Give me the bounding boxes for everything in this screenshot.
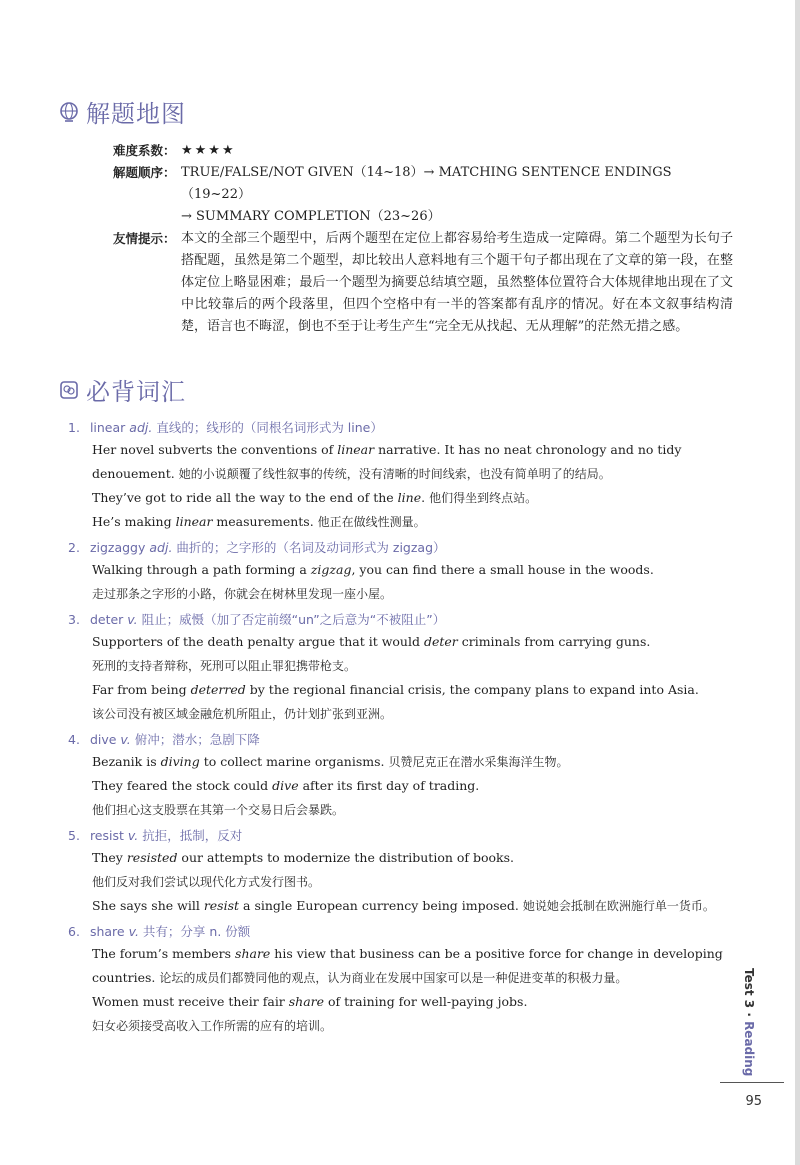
vocab-entry: [68, 610, 723, 726]
example-translation: 妇女必须接受高收入工作所需的应有的培训。: [92, 1019, 333, 1033]
example-keyword: line: [397, 490, 422, 505]
globe-icon: [58, 101, 80, 123]
example-keyword: linear: [337, 442, 375, 457]
example-keyword: deter: [423, 634, 458, 649]
side-tab: [742, 968, 756, 1080]
difficulty-label: 难度系数：: [113, 143, 176, 158]
side-tab-section: Reading: [742, 1021, 756, 1077]
vocab-word: deter: [89, 612, 124, 627]
vocab-number: 1.: [68, 420, 80, 435]
example-sentence: [92, 990, 723, 1014]
difficulty-row: [113, 140, 733, 162]
vocab-examples: [68, 558, 723, 606]
vocab-definition: 曲折的；之字形的（名词及动词形式为 zigzag）: [176, 540, 446, 555]
example-translation: 她的小说颠覆了线性叙事的传统，没有清晰的时间线索，也没有简单明了的结局。: [178, 467, 611, 481]
vocab-word-line: [90, 418, 383, 438]
vocab-head: [68, 730, 723, 750]
vocab-word-line: [90, 922, 250, 942]
example-text: by the regional financial crisis, the company plans to expand into Asia.: [245, 682, 699, 697]
example-text: , you can find there a small house in the woods.: [351, 562, 654, 577]
example-keyword: diving: [160, 754, 200, 769]
vocab-head: [68, 538, 723, 558]
example-text: criminals from carrying guns.: [457, 634, 651, 649]
example-text: narrative. It has no neat chronology and no tidy denouement.: [92, 442, 682, 481]
example-text: The forum’s members: [92, 946, 236, 961]
side-tab-sep: ·: [742, 1008, 756, 1022]
vocab-word-line: [90, 610, 445, 630]
example-sentence: [92, 630, 723, 654]
example-translation: 贝赞尼克正在潜水采集海洋生物。: [388, 755, 569, 769]
example-text: Far from being: [92, 682, 191, 697]
tip-row: [113, 228, 733, 338]
example-text: to collect marine organisms.: [199, 754, 389, 769]
page-number: 95: [745, 1094, 762, 1109]
example-text: They feared the stock could: [92, 778, 273, 793]
example-text: his view that business can be a positive force for change in developing countries.: [92, 946, 723, 985]
vocab-definition: 抗拒，抵制，反对: [142, 828, 243, 843]
example-text: of training for well-paying jobs.: [324, 994, 528, 1009]
example-sentence: [92, 438, 723, 486]
order-row: [113, 162, 733, 228]
vocab-entry: [68, 418, 723, 534]
section-title-vocabulary: [58, 372, 186, 407]
example-keyword: dive: [272, 778, 299, 793]
side-tab-test: Test 3: [742, 968, 756, 1009]
page-number-rule: [720, 1082, 784, 1083]
vocab-entry: [68, 730, 723, 822]
tip-label: 友情提示：: [113, 231, 176, 246]
example-text: Bezanik is: [92, 754, 161, 769]
vocab-definition: 直线的；线形的（同根名词形式为 line）: [156, 420, 383, 435]
vocab-head: [68, 826, 723, 846]
vocabulary-list: [68, 418, 723, 1042]
tip-text: 本文的全部三个题型中，后两个题型在定位上都容易给考生造成一定障碍。第二个题型为长句子搭配题，虽然是第二个题型，却比较出人意料地有三个题干句子都出现在了文章的第一段，在整体定位上略显困难；最后一个题型为摘要总结填空题，虽然整体位置符合大体规律地出现在了文中比较靠后的两个段落里，但四个空格中有一半的答案都有乱序的情况。好在本文叙事结构清楚，语言也不晦涩，倒也不至于让考生产生“完全无从找起、无从理解”的茫然无措之感。: [181, 231, 733, 334]
vocab-word-line: [90, 730, 260, 750]
vocab-pos: adj.: [149, 540, 173, 555]
example-text: He’s making: [92, 514, 176, 529]
example-sentence: [92, 942, 723, 990]
example-keyword: linear: [175, 514, 213, 529]
example-keyword: deterred: [190, 682, 246, 697]
example-translation: 他们反对我们尝试以现代化方式发行图书。: [92, 875, 321, 889]
example-text: Supporters of the death penalty argue that it would: [92, 634, 424, 649]
vocab-word: share: [89, 924, 125, 939]
example-text: They: [92, 850, 127, 865]
vocab-head: [68, 922, 723, 942]
example-translation: 死刑的支持者辩称，死刑可以阻止罪犯携带枪支。: [92, 659, 357, 673]
vocab-word-line: [90, 826, 242, 846]
section-title-solution-map: [58, 94, 186, 129]
example-sentence: [92, 750, 723, 774]
vocab-pos: v.: [128, 924, 139, 939]
vocab-head: [68, 610, 723, 630]
vocab-head: [68, 418, 723, 438]
example-text: .: [421, 490, 430, 505]
vocab-definition: 阻止；威慑（加了否定前缀“un”之后意为“不被阻止”）: [141, 612, 446, 627]
vocab-word-line: [90, 538, 446, 558]
example-translation: 她说她会抵制在欧洲施行单一货币。: [522, 899, 715, 913]
vocab-word: linear: [89, 420, 126, 435]
example-translation: 他们担心这支股票在其第一个交易日后会暴跌。: [92, 803, 345, 817]
example-sentence: [92, 486, 723, 510]
vocab-definition: 共有；分享 n. 份额: [142, 924, 251, 939]
vocab-number: 4.: [68, 732, 80, 747]
order-value: [181, 162, 733, 228]
vocab-number: 5.: [68, 828, 80, 843]
example-translation: 走过那条之字形的小路，你就会在树林里发现一座小屋。: [92, 587, 393, 601]
order-label: 解题顺序：: [113, 165, 176, 180]
example-text: Walking through a path forming a: [92, 562, 311, 577]
vocab-examples: [68, 750, 723, 822]
page-edge: [795, 0, 800, 1165]
example-keyword: share: [288, 994, 325, 1009]
example-text: measurements.: [212, 514, 318, 529]
difficulty-stars: ★★★★: [181, 143, 236, 158]
example-translation: 论坛的成员们都赞同他的观点，认为商业在发展中国家可以是一种促进变革的积极力量。: [159, 971, 628, 985]
vocab-examples: [68, 630, 723, 726]
example-translation: 该公司没有被区域金融危机所阻止，仍计划扩张到亚洲。: [92, 707, 393, 721]
example-sentence: [92, 510, 723, 534]
vocab-pos: v.: [127, 612, 138, 627]
example-sentence: [92, 774, 723, 798]
vocab-number: 6.: [68, 924, 80, 939]
vocab-definition: 俯冲；潜水；急剧下降: [134, 732, 260, 747]
vocab-word: dive: [89, 732, 117, 747]
vocab-examples: [68, 846, 723, 918]
order-line-2: → SUMMARY COMPLETION（23~26）: [181, 209, 441, 224]
vocab-number: 3.: [68, 612, 80, 627]
vocab-examples: [68, 438, 723, 534]
example-text: after its first day of trading.: [298, 778, 480, 793]
section-title-text: 解题地图: [86, 100, 186, 128]
example-sentence: [92, 846, 723, 870]
vocab-entry: [68, 538, 723, 606]
vocab-pos: adj.: [129, 420, 153, 435]
vocab-pos: v.: [120, 732, 131, 747]
example-text: Her novel subverts the conventions of: [92, 442, 338, 457]
example-sentence: [92, 894, 723, 918]
example-text: She says she will: [92, 898, 204, 913]
vocab-pos: v.: [127, 828, 139, 843]
vocab-examples: [68, 942, 723, 1038]
vocab-word: zigzaggy: [89, 540, 146, 555]
vocab-word: resist: [89, 828, 124, 843]
vocab-number: 2.: [68, 540, 80, 555]
example-translation: 他正在做线性测量。: [317, 515, 426, 529]
vocab-entry: [68, 826, 723, 918]
order-line-1: TRUE/FALSE/NOT GIVEN（14~18）→ MATCHING SENTENCE ENDINGS（19~22）: [181, 165, 672, 202]
example-text: They’ve got to ride all the way to the end of the: [92, 490, 398, 505]
example-text: our attempts to modernize the distribution of books.: [177, 850, 515, 865]
solution-info: [113, 140, 733, 338]
example-translation: 他们得坐到终点站。: [429, 491, 538, 505]
vocab-entry: [68, 922, 723, 1038]
example-keyword: resisted: [126, 850, 178, 865]
example-sentence: [92, 558, 723, 582]
example-sentence: [92, 678, 723, 702]
example-text: a single European currency being imposed.: [239, 898, 523, 913]
example-keyword: resist: [203, 898, 240, 913]
section-title-text: 必背词汇: [86, 378, 186, 406]
example-keyword: zigzag: [310, 562, 352, 577]
book-icon: [58, 379, 80, 401]
example-keyword: share: [235, 946, 271, 961]
example-text: Women must receive their fair: [92, 994, 289, 1009]
